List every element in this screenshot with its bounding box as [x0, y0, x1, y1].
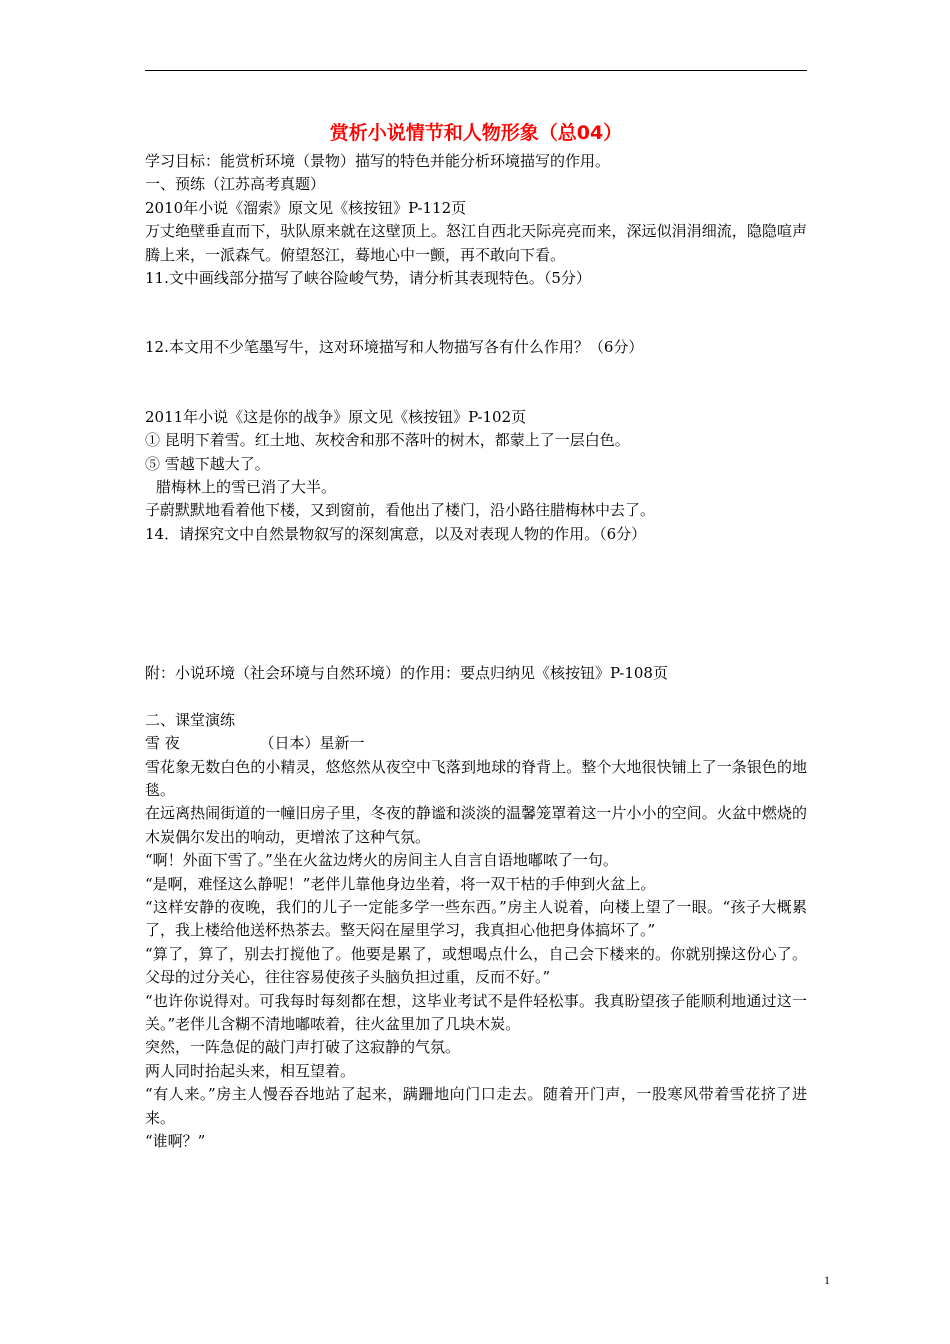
answer-space [145, 360, 807, 406]
blank-line [145, 686, 807, 709]
story-paragraph: “啊！外面下雪了。”坐在火盆边烤火的房间主人自言自语地嘟哝了一句。 [145, 851, 618, 870]
question-11: 11.文中画线部分描写了峡谷险峻气势，请分析其表现特色。（5分） [145, 269, 591, 288]
source-note-2010: 2010年小说《溜索》原文见《核按钮》P-112页 [145, 198, 467, 217]
section-heading-preview: 一、预练（江苏高考真题） [145, 175, 326, 194]
story-paragraph: “谁啊？” [145, 1132, 206, 1150]
story-paragraph: “有人来。”房主人慢吞吞地站了起来，蹒跚地向门口走去。随着开门声，一股寒风带着雪花挤了进来。 [145, 1085, 807, 1127]
story-paragraph: “是啊，难怪这么静呢！”老伴儿靠他身边坐着，将一双干枯的手伸到火盆上。 [145, 874, 656, 893]
question-12: 12.本文用不少笔墨写牛，这对环境描写和人物描写各有什么作用？（6分） [145, 338, 644, 357]
answer-space [145, 546, 807, 662]
story-paragraph: 在远离热闹街道的一幢旧房子里，冬夜的静谧和淡淡的温馨笼罩着这一片小小的空间。火盆中燃烧的木炭偶尔发出的响动，更增浓了这种气氛。 [145, 804, 807, 846]
section-heading-practice: 二、课堂演练 [145, 710, 236, 729]
story-paragraph: “算了，算了，别去打搅他了。他要是累了，或想喝点什么，自己会下楼来的。你就别操这份心了。父母的过分关心，往往容易使孩子头脑负担过重，反而不好。” [145, 944, 807, 987]
header-rule [145, 70, 807, 71]
question-14: 14．请探究文中自然景物叙写的深刻寓意，以及对表现人物的作用。（6分） [145, 524, 647, 543]
excerpt-line: ① 昆明下着雪。红土地、灰校舍和那不落叶的树木，都蒙上了一层白色。 [145, 431, 630, 450]
story-paragraph: 突然，一阵急促的敲门声打破了这寂静的气氛。 [145, 1038, 461, 1057]
learning-goal: 学习目标：能赏析环境（景物）描写的特色并能分析环境描写的作用。 [145, 152, 611, 170]
story-title-author: 雪 夜 （日本）星新一 [145, 734, 365, 753]
source-note-2011: 2011年小说《这是你的战争》原文见《核按钮》P-102页 [145, 407, 527, 426]
story-paragraph: “这样安静的夜晚，我们的儿子一定能多学一些东西。”房主人说着，向楼上望了一眼。“孩子大概累了，我上楼给他送杯热茶去。整天闷在屋里学习，我真担心他把身体搞坏了。” [145, 897, 807, 940]
story-paragraph: 雪花象无数白色的小精灵，悠悠然从夜空中飞落到地球的脊背上。整个大地很快铺上了一条银色的地毯。 [145, 757, 807, 799]
excerpt-paragraph: 万丈绝壁垂直而下，驮队原来就在这壁顶上。怒江自西北天际亮亮而来，深远似涓涓细流，隐隐喧声腾上来，一派森气。俯望怒江，蓦地心中一颤，再不敢向下看。 [145, 222, 807, 264]
excerpt-line: 腊梅林上的雪已消了大半。 [156, 478, 337, 497]
appendix-note: 附：小说环境（社会环境与自然环境）的作用：要点归纳见《核按钮》P-108页 [145, 664, 668, 683]
document-body [145, 150, 807, 1153]
excerpt-line: 子蔚默默地看着他下楼，又到窗前，看他出了楼门，沿小路往腊梅林中去了。 [145, 501, 656, 520]
story-paragraph: 两人同时抬起头来，相互望着。 [145, 1061, 356, 1080]
page-title: 赏析小说情节和人物形象（总04） [329, 122, 623, 144]
story-paragraph: “也许你说得对。可我每时每刻都在想，这毕业考试不是件轻松事。我真盼望孩子能顺利地通过这一关。”老伴儿含糊不清地嘟哝着，往火盆里加了几块木炭。 [145, 991, 807, 1033]
excerpt-line: ⑤ 雪越下越大了。 [145, 454, 270, 473]
page-number: 1 [824, 1273, 830, 1287]
answer-space [145, 290, 807, 336]
